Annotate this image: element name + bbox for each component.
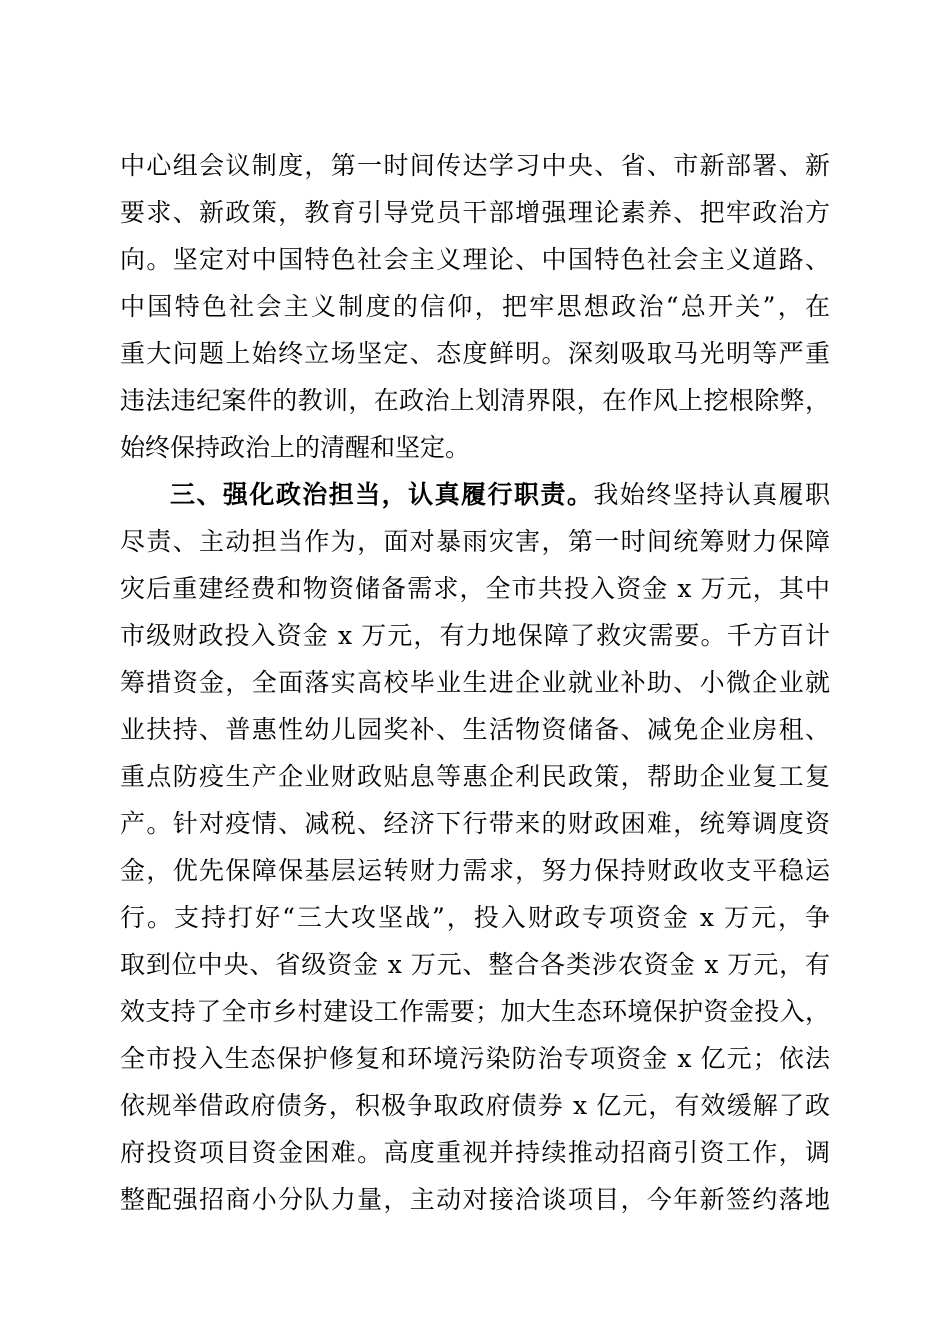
section3-heading: 三、强化政治担当，认真履行职责。 (170, 480, 594, 509)
section3-line: 重点防疫生产企业财政贴息等惠企利民政策，帮助企业复工复 (120, 762, 830, 791)
section3-line: 产。针对疫情、减税、经济下行带来的财政困难，统筹调度资 (120, 809, 830, 838)
section3-line: 全市投入生态保护修复和环境污染防治专项资金 x 亿元；依法 (120, 1044, 830, 1073)
section3-line: 依规举借政府债务，积极争取政府债券 x 亿元，有效缓解了政 (120, 1091, 830, 1120)
section3-line: 灾后重建经费和物资储备需求，全市共投入资金 x 万元，其中 (120, 574, 830, 603)
paragraph1-line: 中心组会议制度，第一时间传达学习中央、省、市新部署、新 (120, 151, 830, 180)
section3-line: 取到位中央、省级资金 x 万元、整合各类涉农资金 x 万元，有 (120, 950, 830, 979)
section3-line: 府投资项目资金困难。高度重视并持续推动招商引资工作，调 (120, 1138, 830, 1167)
section3-line: 筹措资金，全面落实高校毕业生进企业就业补助、小微企业就 (120, 668, 830, 697)
section3-line: 尽责、主动担当作为，面对暴雨灾害，第一时间统筹财力保障 (120, 527, 830, 556)
section3-line: 业扶持、普惠性幼儿园奖补、生活物资储备、减免企业房租、 (120, 715, 830, 744)
paragraph1-line: 中国特色社会主义制度的信仰，把牢思想政治“总开关”，在 (120, 292, 830, 321)
paragraph1-line: 违法违纪案件的教训，在政治上划清界限，在作风上挖根除弊， (120, 386, 830, 415)
section3-line: 金，优先保障保基层运转财力需求，努力保持财政收支平稳运 (120, 856, 830, 885)
section3-line: 整配强招商小分队力量，主动对接洽谈项目，今年新签约落地 (120, 1185, 830, 1214)
paragraph1-last-line: 始终保持政治上的清醒和坚定。 (120, 433, 471, 462)
paragraph1-line: 要求、新政策，教育引导党员干部增强理论素养、把牢政治方 (120, 198, 830, 227)
paragraph1-line: 向。坚定对中国特色社会主义理论、中国特色社会主义道路、 (120, 245, 830, 274)
section3-first-line (120, 471, 830, 518)
paragraph1-line: 重大问题上始终立场坚定、态度鲜明。深刻吸取马光明等严重 (120, 339, 830, 368)
section3-line: 市级财政投入资金 x 万元，有力地保障了救灾需要。千方百计 (120, 621, 830, 650)
section3-line: 效支持了全市乡村建设工作需要；加大生态环境保护资金投入， (120, 997, 830, 1026)
section3-line: 行。支持打好“三大攻坚战”，投入财政专项资金 x 万元，争 (120, 903, 830, 932)
document-page (120, 142, 830, 1223)
section3-first-line-text: 我始终坚持认真履职 (593, 480, 830, 509)
